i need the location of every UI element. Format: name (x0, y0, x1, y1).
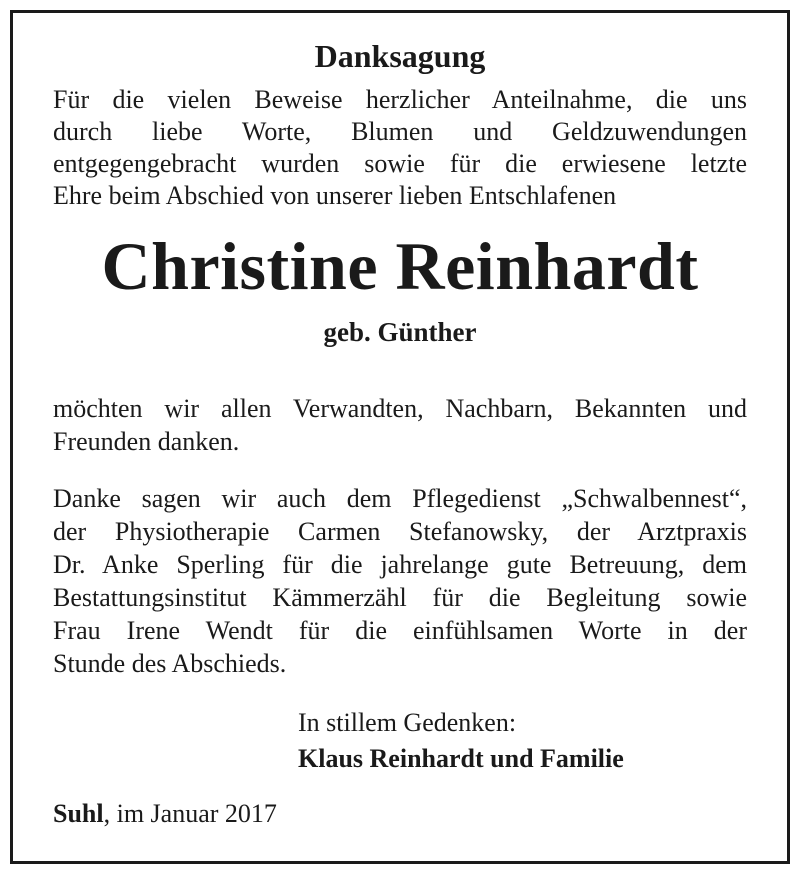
intro-line: Ehre beim Abschied von unserer lieben Entschlafenen (53, 181, 617, 210)
intro-line: Für die vielen Beweise herzlicher Anteilnahme, die uns (53, 85, 747, 114)
paragraph-line: möchten wir allen Verwandten, Nachbarn, Bekannten und (53, 394, 747, 423)
paragraph-line: Freunden danken. (53, 427, 240, 456)
paragraph-line: Frau Irene Wendt für die einfühlsamen Worte in der (53, 616, 747, 645)
intro-line: durch liebe Worte, Blumen und Geldzuwendungen (53, 117, 747, 146)
closing-phrase: In stillem Gedenken: (298, 708, 517, 737)
thanks-paragraph (53, 392, 747, 458)
date-text: , im Januar 2017 (103, 799, 277, 828)
paragraph-line: Dr. Anke Sperling für die jahrelange gute Betreuung, dem (53, 550, 747, 579)
signature: Klaus Reinhardt und Familie (298, 744, 624, 773)
paragraph-line: Bestattungsinstitut Kämmerzähl für die Begleitung sowie (53, 583, 747, 612)
place-and-date (53, 796, 277, 832)
place-name: Suhl (53, 799, 104, 828)
paragraph-line: Danke sagen wir auch dem Pflegedienst „Schwalbennest“, (53, 484, 747, 513)
intro-paragraph (53, 84, 747, 212)
paragraph-line: Stunde des Abschieds. (53, 649, 287, 678)
deceased-name: Christine Reinhardt (101, 228, 699, 304)
intro-line: entgegengebracht wurden sowie für die erwiesene letzte (53, 149, 747, 178)
additional-thanks-paragraph (53, 482, 747, 680)
paragraph-line: der Physiotherapie Carmen Stefanowsky, der Arztpraxis (53, 517, 747, 546)
maiden-name: geb. Günther (323, 317, 477, 347)
notice-heading: Danksagung (314, 38, 486, 74)
